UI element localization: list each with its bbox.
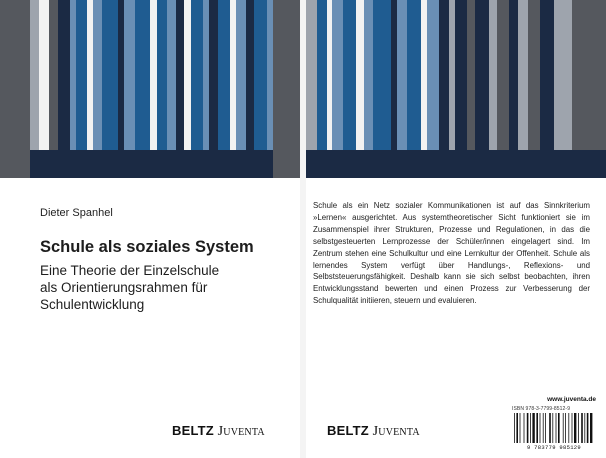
barcode-bar	[572, 413, 573, 443]
barcode-bar	[565, 413, 566, 443]
stripe-bottom-band-right	[273, 150, 303, 178]
barcode-digits: 9 783779 985129	[526, 444, 581, 451]
barcode-bar	[581, 413, 583, 443]
barcode-bar	[558, 413, 560, 443]
book-subtitle	[40, 262, 290, 313]
back-stripe-graphic	[303, 0, 606, 178]
barcode-bar	[578, 413, 579, 443]
barcode-bar	[584, 413, 585, 443]
barcode-bar	[520, 413, 521, 443]
logo-juventa: Juventa	[217, 424, 265, 439]
barcode-bar	[545, 413, 546, 443]
publisher-website: www.juventa.de	[547, 396, 596, 403]
logo-beltz: BELTZ	[172, 423, 214, 438]
isbn-number: ISBN 978-3-7799-8512-9	[512, 406, 571, 412]
front-stripe-graphic	[0, 0, 303, 178]
publisher-logo-back	[327, 423, 420, 440]
barcode	[512, 413, 596, 447]
subtitle-line: als Orientierungsrahmen für	[40, 280, 208, 295]
barcode-bar	[514, 413, 515, 443]
barcode-bar	[527, 413, 529, 443]
barcode-bar	[549, 413, 551, 443]
stripe-corner	[567, 174, 606, 178]
back-cover-blurb: Schule als ein Netz sozialer Kommunikationen ist auf das Sinnkriterium »Lernen« ausgerichtet. Aus systemtheoretischer Sicht funktioniert sie im Zusammenspiel ihrer Strukturen, Prozesse und Regulationen, in das die selbstgesteuerten Lernprozesse der Schüler/innen eingelagert sind. Im Zentrum stehen eine Schulkultur und eine Lernkultur der Offenheit. Schule als lernendes System verfügt über Handlungs-, Reflexions- und Selbststeuerungsfähigkeit. Deshalb kann sie sich selbst beobachten, ihren Entwicklungsstand bewerten und einen Prozess zur Verbesserung der Schulqualität initiieren, steuern und evaluieren.	[313, 201, 590, 306]
logo-juventa: Juventa	[372, 424, 420, 439]
barcode-bar	[556, 413, 557, 443]
barcode-bar	[540, 413, 541, 443]
barcode-bar	[536, 413, 538, 443]
stripe-bottom-band-right	[567, 150, 606, 178]
barcode-bar	[552, 413, 553, 443]
barcode-bar	[568, 413, 569, 443]
publisher-logo-front	[172, 423, 265, 440]
spine	[300, 0, 306, 458]
logo-beltz: BELTZ	[327, 423, 369, 438]
barcode-bar	[563, 413, 564, 443]
barcode-bar	[587, 413, 589, 443]
barcode-bar	[516, 413, 518, 443]
stripe-bottom-band	[303, 150, 567, 178]
barcode-bar	[574, 413, 576, 443]
barcode-bar	[532, 413, 534, 443]
stripe-bottom-band	[0, 150, 303, 178]
subtitle-line: Eine Theorie der Einzelschule	[40, 263, 220, 278]
barcode-bar	[590, 413, 592, 443]
barcode-bar	[543, 413, 544, 443]
barcode-bar	[530, 413, 531, 443]
stripe-bottom-band-left	[0, 150, 30, 178]
author-name: Dieter Spanhel	[40, 207, 113, 219]
subtitle-line: Schulentwicklung	[40, 297, 145, 312]
book-title: Schule als soziales System	[40, 238, 254, 256]
barcode-bar	[524, 413, 525, 443]
